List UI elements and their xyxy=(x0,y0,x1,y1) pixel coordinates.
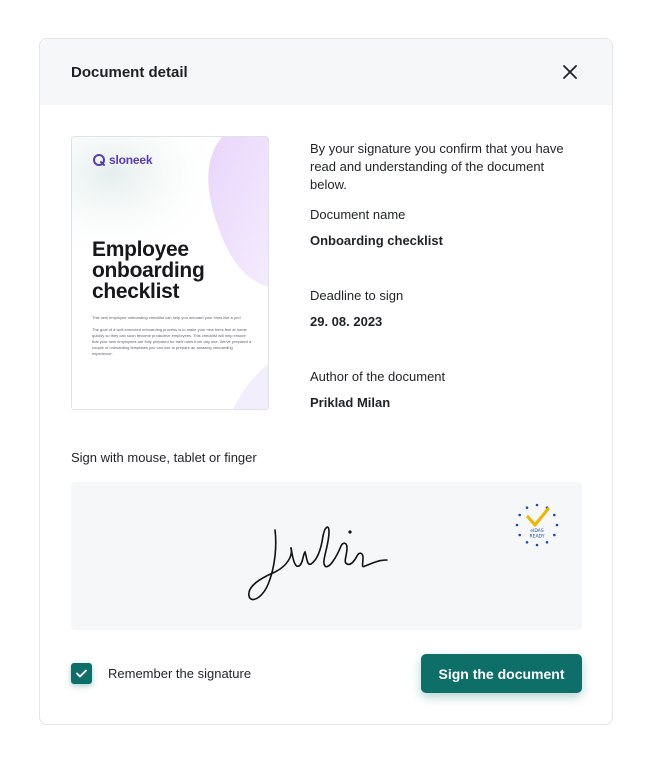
badge-text-ready: READY xyxy=(529,534,545,540)
document-name-label: Document name xyxy=(310,207,406,222)
modal-title: Document detail xyxy=(71,63,188,81)
author-value: Priklad Milan xyxy=(310,395,391,410)
author-label: Author of the document xyxy=(310,369,446,384)
deadline-value: 29. 08. 2023 xyxy=(310,314,383,329)
brand-name: sloneek xyxy=(109,153,153,167)
close-button[interactable] xyxy=(559,61,581,83)
document-preview[interactable] xyxy=(71,136,269,410)
preview-paragraph: The goal of a well-executed onboarding process is to make your new hires feel at home quickly so they can soon become productive employees. This checklist will help ensure that your new employees are fully prepared for their roles from day one. We've prepared a couple of onboarding templates you can use to prepare an amazing onboarding experience. xyxy=(92,327,252,356)
sign-document-button[interactable]: Sign the document xyxy=(421,654,582,693)
modal-header xyxy=(40,39,612,105)
close-icon xyxy=(562,64,578,80)
remember-signature[interactable] xyxy=(71,663,251,684)
signature-pad[interactable] xyxy=(71,482,582,630)
check-icon xyxy=(76,669,87,678)
remember-signature-label: Remember the signature xyxy=(108,666,252,681)
document-detail-modal xyxy=(39,38,613,725)
preview-heading: Employee onboarding checklist xyxy=(92,238,205,303)
sloneek-logo-icon xyxy=(92,153,106,167)
confirmation-text: By your signature you confirm that you have read and understanding of the document below. xyxy=(310,141,564,192)
preview-paragraph: This new employee onboarding checklist can help you onboard your hires like a pro! xyxy=(92,315,241,320)
remember-signature-checkbox[interactable] xyxy=(71,663,92,684)
deadline-label: Deadline to sign xyxy=(310,288,404,303)
document-name-value: Onboarding checklist xyxy=(310,233,443,248)
document-info xyxy=(310,140,570,410)
eidas-ready-badge xyxy=(514,502,560,548)
brand-logo xyxy=(92,153,152,167)
badge-text-eidas: eIDAS xyxy=(530,529,544,534)
signature-drawing xyxy=(247,516,407,606)
signature-instruction: Sign with mouse, tablet or finger xyxy=(71,450,257,465)
